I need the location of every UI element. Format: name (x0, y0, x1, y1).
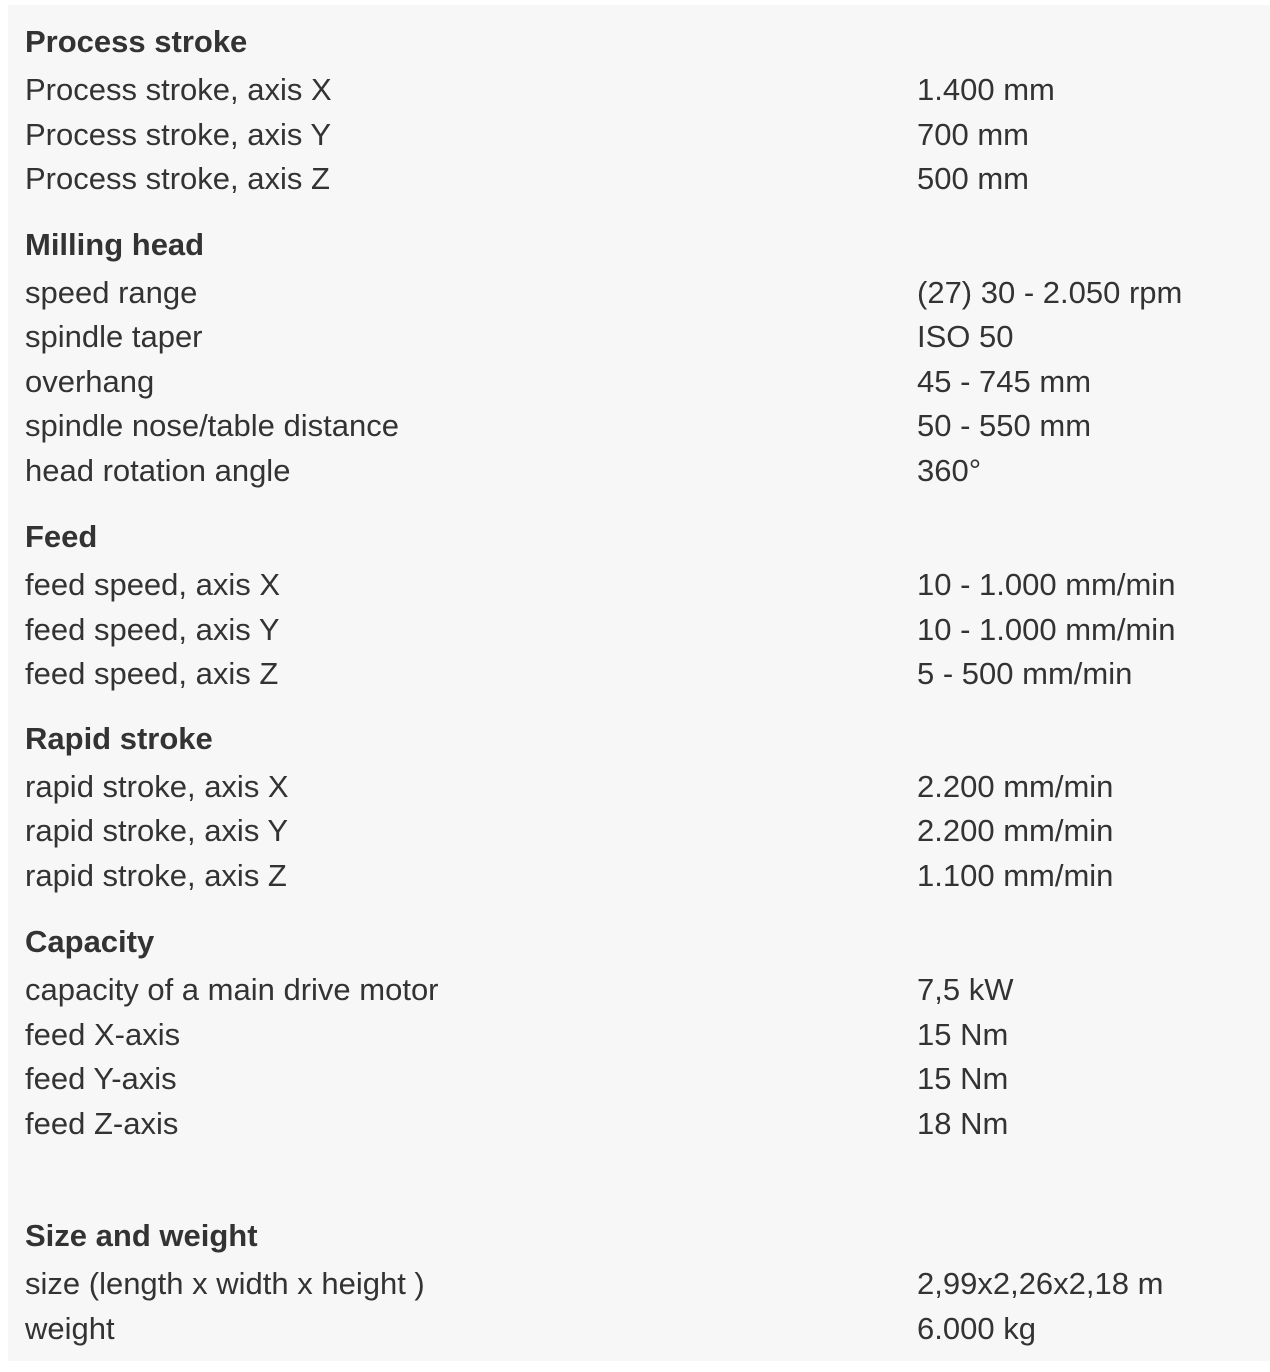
section-feed (25, 519, 1270, 697)
section-heading: Milling head (25, 226, 205, 262)
spec-label: feed speed, axis Z (25, 656, 279, 691)
spec-row (25, 1057, 1270, 1102)
spec-row (25, 68, 1270, 113)
spec-value: 15 Nm (917, 1061, 1009, 1096)
section-spacer (25, 898, 1270, 924)
spec-row (25, 271, 1270, 316)
section-size-and-weight (25, 1218, 1270, 1351)
spec-label: size (length x width x height ) (25, 1266, 425, 1301)
spec-value: 10 - 1.000 mm/min (917, 567, 1176, 602)
spec-row (25, 113, 1270, 158)
spec-row (25, 404, 1270, 449)
section-rapid-stroke (25, 721, 1270, 899)
spec-value: 6.000 kg (917, 1310, 1036, 1346)
spec-value: 15 Nm (917, 1016, 1009, 1052)
spec-value: 500 mm (917, 161, 1029, 196)
section-spacer (25, 202, 1270, 227)
section-heading: Size and weight (25, 1218, 258, 1253)
spec-value: 360° (917, 452, 982, 488)
section-spacer (25, 1146, 1270, 1218)
spec-label: Process stroke, axis Y (25, 116, 332, 152)
section-process-stroke (25, 24, 1270, 202)
section-spacer (25, 697, 1270, 721)
spec-value: 700 mm (917, 116, 1029, 152)
spec-row (25, 157, 1270, 202)
section-milling-head (25, 227, 1270, 494)
spec-value: 50 - 550 mm (917, 408, 1092, 443)
spec-value: 45 - 745 mm (917, 363, 1092, 399)
spec-value: 18 Nm (917, 1105, 1009, 1141)
spec-value: 1.100 mm/min (917, 857, 1114, 893)
spec-row (25, 765, 1270, 810)
spec-label: feed X-axis (25, 1016, 181, 1052)
spec-value: 10 - 1.000 mm/min (917, 611, 1176, 647)
spec-label: rapid stroke, axis Z (25, 857, 287, 893)
spec-row (25, 608, 1270, 653)
spec-label: feed speed, axis Y (25, 611, 280, 647)
section-spacer (25, 493, 1270, 519)
spec-label: feed speed, axis X (25, 567, 281, 602)
spec-row (25, 1262, 1270, 1307)
spec-panel (8, 5, 1270, 1361)
spec-label: spindle nose/table distance (25, 408, 399, 443)
spec-value: 2,99x2,26x2,18 m (917, 1266, 1164, 1301)
spec-label: weight (25, 1310, 115, 1346)
spec-label: head rotation angle (25, 452, 291, 488)
spec-row (25, 315, 1270, 360)
spec-label: Process stroke, axis X (25, 72, 332, 107)
spec-value: 5 - 500 mm/min (917, 656, 1133, 691)
spec-label: capacity of a main drive motor (25, 972, 439, 1007)
spec-value: 1.400 mm (917, 72, 1055, 107)
spec-label: Process stroke, axis Z (25, 161, 330, 196)
spec-row (25, 563, 1270, 608)
spec-label: overhang (25, 363, 155, 399)
spec-row (25, 449, 1270, 494)
spec-label: spindle taper (25, 319, 203, 354)
spec-label: speed range (25, 274, 198, 310)
section-capacity (25, 924, 1270, 1146)
spec-label: feed Z-axis (25, 1105, 179, 1141)
spec-value: 7,5 kW (917, 972, 1014, 1007)
spec-value: 2.200 mm/min (917, 813, 1114, 848)
spec-row (25, 1013, 1270, 1058)
spec-row (25, 360, 1270, 405)
section-heading: Rapid stroke (25, 720, 213, 756)
section-heading: Capacity (25, 924, 155, 959)
spec-row (25, 1307, 1270, 1352)
spec-value: (27) 30 - 2.050 rpm (917, 274, 1183, 310)
section-heading: Process stroke (25, 24, 248, 59)
spec-label: rapid stroke, axis X (25, 768, 289, 804)
spec-label: rapid stroke, axis Y (25, 813, 289, 848)
spec-row (25, 854, 1270, 899)
spec-label: feed Y-axis (25, 1061, 177, 1096)
spec-row (25, 1102, 1270, 1147)
spec-value: ISO 50 (917, 319, 1014, 354)
spec-row (25, 809, 1270, 854)
spec-value: 2.200 mm/min (917, 768, 1114, 804)
section-heading: Feed (25, 519, 98, 554)
spec-row (25, 968, 1270, 1013)
spec-row (25, 652, 1270, 697)
